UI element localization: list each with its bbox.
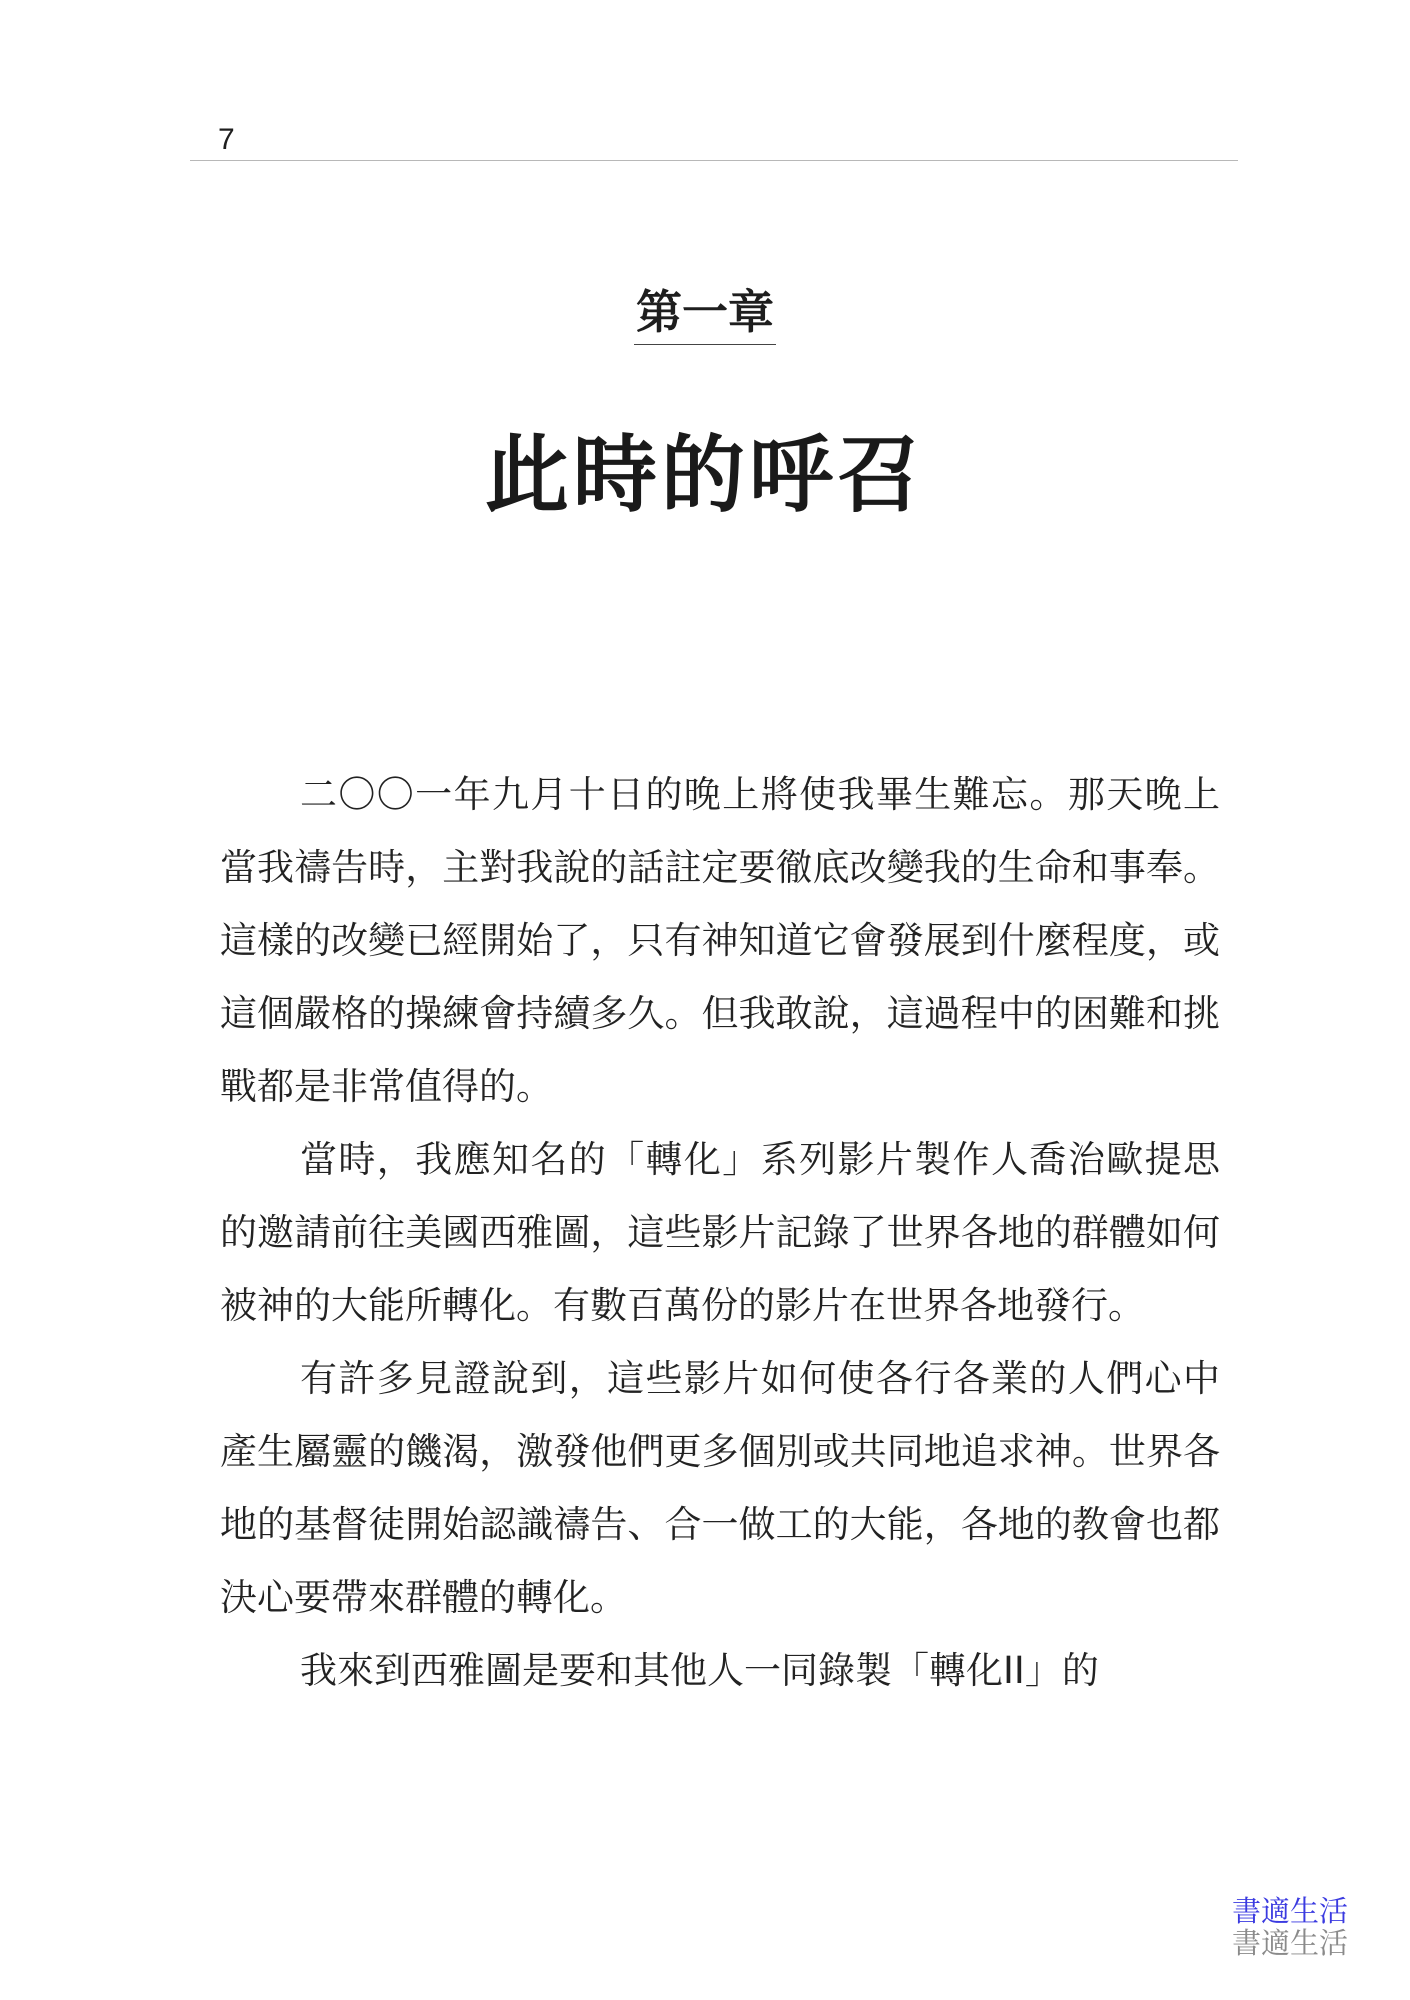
paragraph: 當時，我應知名的「轉化」系列影片製作人喬治歐提思的邀請前往美國西雅圖，這些影片記錄了世界各地的群體如何被神的大能所轉化。有數百萬份的影片在世界各地發行。	[220, 1138, 1220, 1327]
paragraph: 我來到西雅圖是要和其他人一同錄製「轉化II」的	[300, 1649, 1099, 1692]
watermark	[1232, 1895, 1348, 1959]
watermark-line: 書適生活	[1231, 1894, 1348, 1928]
paragraph: 二〇〇一年九月十日的晚上將使我畢生難忘。那天晚上當我禱告時，主對我說的話註定要徹底改變我的生命和事奉。這樣的改變已經開始了，只有神知道它會發展到什麼程度，或這個嚴格的操練會持續多久。但我敢說，這過程中的困難和挑戰都是非常值得的。	[220, 773, 1220, 1108]
chapter-label	[0, 282, 1410, 345]
paragraph: 有許多見證說到，這些影片如何使各行各業的人們心中產生屬靈的饑渴，激發他們更多個別或共同地追求神。世界各地的基督徒開始認識禱告、合一做工的大能，各地的教會也都決心要帶來群體的轉化。	[220, 1357, 1220, 1619]
watermark-line: 書適生活	[1231, 1926, 1348, 1960]
chapter-label-text: 第一章	[634, 282, 776, 345]
page-number: 7	[218, 123, 235, 156]
body-text	[220, 758, 1220, 1707]
chapter-title: 此時的呼召	[484, 425, 925, 524]
header-divider	[190, 160, 1238, 161]
